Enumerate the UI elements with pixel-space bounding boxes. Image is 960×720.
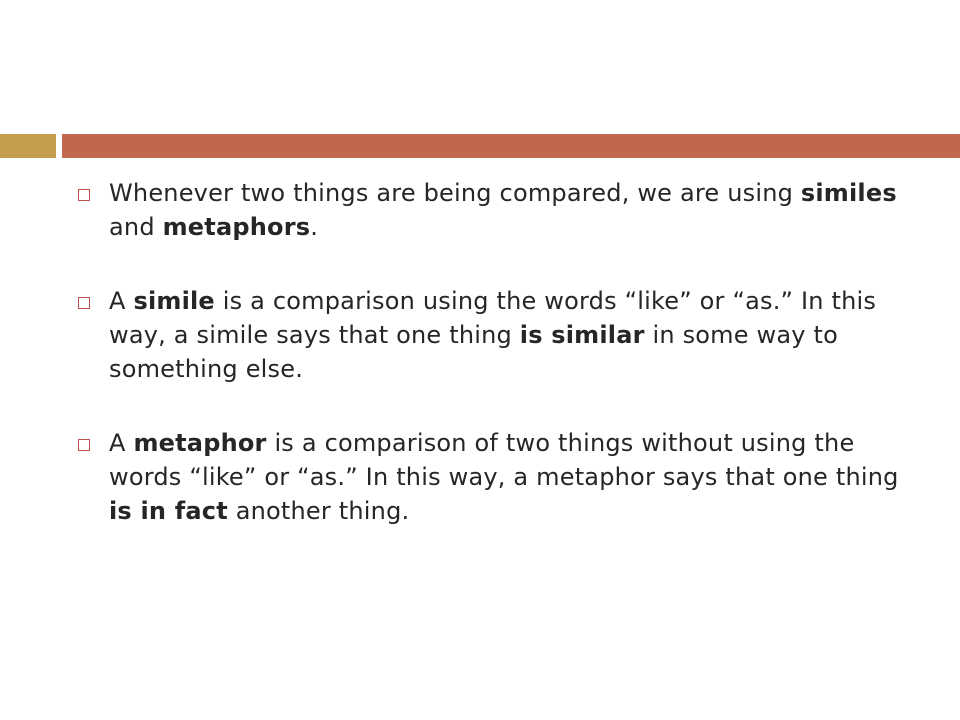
bold-term-similes: similes (800, 179, 897, 207)
text-segment: Whenever two things are being compared, we are using (109, 179, 801, 207)
bullet-item-similes-metaphors (72, 176, 932, 244)
text-segment: is a comparison using the words “like” or “as.” In this way, a simile says that one thing (109, 287, 877, 349)
bullet-text (109, 284, 919, 386)
square-bullet-icon (78, 189, 90, 201)
bullet-text (109, 426, 919, 528)
accent-bar-right (62, 134, 960, 158)
bullet-text (109, 176, 919, 244)
bullet-item-metaphor-definition (72, 426, 932, 528)
accent-bar-left (0, 134, 56, 158)
text-segment: in some way to something else. (109, 321, 839, 383)
bullet-list (72, 176, 932, 528)
bold-term-is-similar: is similar (519, 321, 645, 349)
text-segment: A (109, 287, 134, 315)
square-bullet-icon (78, 297, 90, 309)
bold-term-is-in-fact: is in fact (109, 497, 228, 525)
text-segment: is a comparison of two things without using the words “like” or “as.” In this way, a metaphor says that one thing (109, 429, 899, 491)
text-segment: A (109, 429, 134, 457)
bold-term-simile: simile (133, 287, 215, 315)
bullet-item-simile-definition (72, 284, 932, 386)
text-segment: and (109, 213, 163, 241)
bold-term-metaphor: metaphor (133, 429, 267, 457)
text-segment: . (310, 213, 319, 241)
square-bullet-icon (78, 439, 90, 451)
text-segment: another thing. (227, 497, 410, 525)
bold-term-metaphors: metaphors (162, 213, 311, 241)
